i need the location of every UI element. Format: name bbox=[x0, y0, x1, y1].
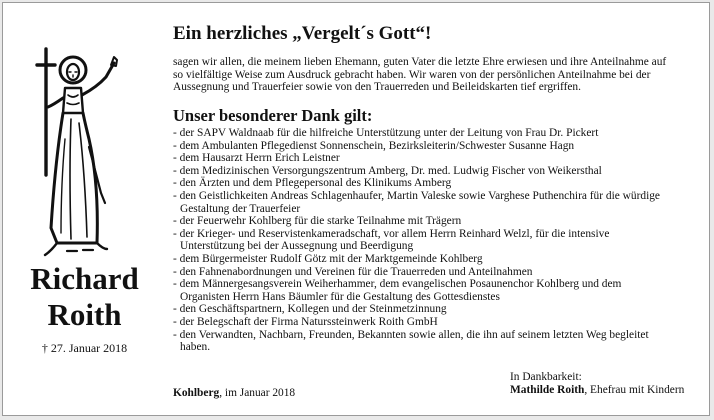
thanks-item-line: - den Geschäftspartnern, Kollegen und der Steinmetzinnung bbox=[173, 303, 447, 316]
thanks-item-line: - dem Männergesangsverein Weiherhammer, dem evangelischen Posaunenchor Kohlberg und dem bbox=[173, 278, 622, 291]
left-column bbox=[3, 3, 166, 415]
thanks-item-line: Gestaltung der Trauerfeier bbox=[180, 202, 301, 215]
thanks-item-line: - den Geistlichkeiten Andreas Schlagenhaufer, Martin Valeske sowie Varghese Puthenchira für die würdige bbox=[173, 189, 660, 202]
thanks-item bbox=[173, 316, 705, 329]
risen-christ-with-cross-icon bbox=[27, 43, 127, 258]
intro-line: so vielfältige Weise zum Ausdruck gebracht haben. Wir waren von der persönlichen Anteilnahme bei der bbox=[173, 68, 651, 81]
thanks-item-line: - der SAPV Waldnaab für die hilfreiche Unterstützung unter der Leitung von Frau Dr. Pickert bbox=[173, 127, 599, 139]
thanks-item bbox=[173, 329, 705, 354]
thanks-list bbox=[173, 127, 705, 354]
thanks-item bbox=[173, 303, 705, 316]
death-date: † 27. Januar 2018 bbox=[41, 341, 128, 355]
thanks-item-line: Organisten Herrn Hans Bäumler für die Gestaltung des Gottesdienstes bbox=[180, 290, 500, 303]
thanks-item-line: - den Ärzten und dem Pflegepersonal des Klinikums Amberg bbox=[173, 177, 452, 190]
thanks-item-line: Unterstützung bei der Aussegnung und Beerdigung bbox=[180, 240, 414, 253]
thanks-item bbox=[173, 266, 705, 279]
date: , im Januar 2018 bbox=[219, 387, 296, 399]
thanks-item bbox=[173, 152, 705, 165]
signer-name: Mathilde Roith bbox=[510, 384, 585, 396]
signer-role: , Ehefrau mit Kindern bbox=[584, 384, 685, 396]
obituary-card bbox=[2, 2, 710, 416]
place-date bbox=[173, 387, 295, 399]
thanks-item bbox=[173, 177, 705, 190]
thanks-item-line: - den Verwandten, Nachbarn, Freunden, Bekannten sowie allen, die ihn auf seinem letzten Weg begleitet bbox=[173, 328, 649, 341]
intro-text bbox=[173, 56, 703, 94]
thanks-item-line: - den Fahnenabordnungen und Vereinen für die Trauerreden und Anteilnahmen bbox=[173, 265, 533, 278]
thanks-item-line: - der Krieger- und Reservistenkameradschaft, vor allem Herrn Reinhard Welzl, für die intensive bbox=[173, 227, 610, 240]
thanks-item bbox=[173, 215, 705, 228]
gratitude-label: In Dankbarkeit: bbox=[510, 371, 582, 383]
thanks-item-line: - dem Hausarzt Herrn Erich Leistner bbox=[173, 152, 340, 165]
thanks-item bbox=[173, 127, 705, 140]
right-column bbox=[173, 3, 705, 415]
thanks-item-line: - der Feuerwehr Kohlberg für die starke Teilnahme mit Trägern bbox=[173, 215, 462, 228]
thanks-item-line: - dem Ambulanten Pflegedienst Sonnenschein, Bezirksleiterin/Schwester Susanne Hagn bbox=[173, 139, 575, 152]
signer-line bbox=[510, 384, 684, 397]
place: Kohlberg bbox=[173, 387, 220, 399]
thanks-item bbox=[173, 140, 705, 153]
thanks-item-line: haben. bbox=[180, 341, 211, 354]
thanks-item-line: - dem Medizinischen Versorgungszentrum Amberg, Dr. med. Ludwig Fischer von Weikersthal bbox=[173, 164, 602, 177]
intro-line: sagen wir allen, die meinem lieben Ehemann, guten Vater die letzte Ehre erwiesen und ihre Anteilnahme auf bbox=[173, 56, 667, 68]
deceased-first-name: Richard bbox=[30, 261, 139, 296]
thanks-item bbox=[173, 190, 705, 215]
signature-block bbox=[510, 371, 684, 397]
deceased-last-name: Roith bbox=[47, 297, 122, 332]
thanks-item bbox=[173, 278, 705, 303]
thanks-item bbox=[173, 253, 705, 266]
thanks-item-line: - der Belegschaft der Firma Naturssteinwerk Roith GmbH bbox=[173, 315, 438, 328]
thanks-item bbox=[173, 165, 705, 178]
thanks-item bbox=[173, 228, 705, 253]
thanks-item-line: - dem Bürgermeister Rudolf Götz mit der Marktgemeinde Kohlberg bbox=[173, 252, 483, 265]
thanks-heading: Unser besonderer Dank gilt: bbox=[173, 106, 373, 125]
intro-line: Aussegnung und Trauerfeier sowie von den Trauerreden und Beileidskarten tief ergriffen. bbox=[173, 81, 581, 94]
headline: Ein herzliches „Vergelt´s Gott“! bbox=[173, 23, 432, 44]
